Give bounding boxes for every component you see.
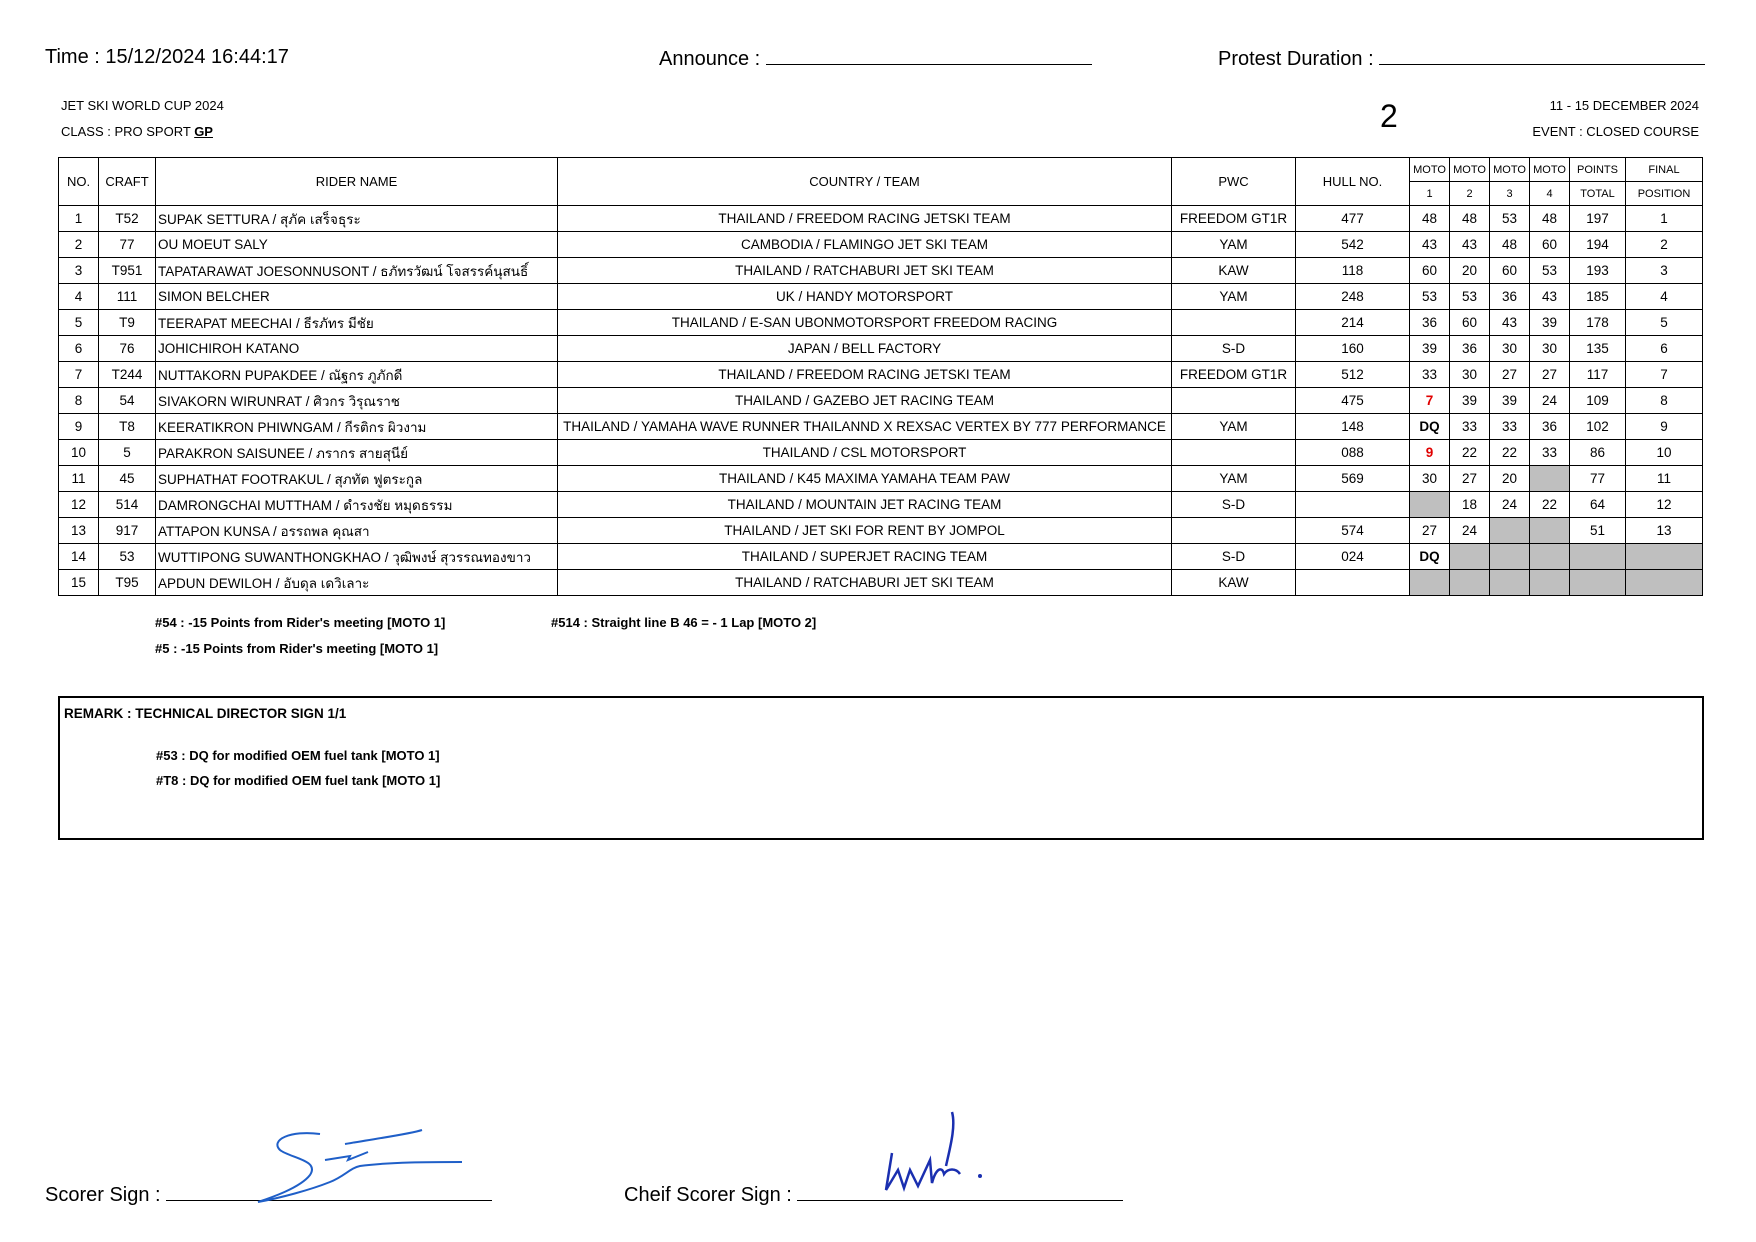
cell-points-total: 109 [1570,388,1626,414]
cell-points-total: 51 [1570,518,1626,544]
cell-pwc: S-D [1172,492,1296,518]
cell-moto-4: 27 [1530,362,1570,388]
cell-pwc [1172,310,1296,336]
cell-rider-name: SUPHATHAT FOOTRAKUL / สุภทัต ฟูตระกูล [156,466,558,492]
table-row [59,492,1703,518]
cell-moto-4: 43 [1530,284,1570,310]
remark-box [58,696,1704,840]
cell-pwc: FREEDOM GT1R [1172,362,1296,388]
cell-moto-4 [1530,544,1570,570]
protest-duration-field [1218,46,1705,71]
cell-points-total: 178 [1570,310,1626,336]
cell-moto-1: 30 [1410,466,1450,492]
cell-final-position: 10 [1626,440,1703,466]
cell-rider-name: NUTTAKORN PUPAKDEE / ณัฐกร ภูภักดี [156,362,558,388]
cell-country-team: THAILAND / SUPERJET RACING TEAM [558,544,1172,570]
cell-final-position: 11 [1626,466,1703,492]
cell-moto-4: 33 [1530,440,1570,466]
cell-no: 1 [59,206,99,232]
cell-moto-2: 30 [1450,362,1490,388]
cell-no: 13 [59,518,99,544]
cell-moto-1: 48 [1410,206,1450,232]
cell-moto-4 [1530,466,1570,492]
cell-final-position: 9 [1626,414,1703,440]
cell-moto-1: 33 [1410,362,1450,388]
cell-pwc [1172,388,1296,414]
cell-country-team: THAILAND / FREEDOM RACING JETSKI TEAM [558,362,1172,388]
header-moto-num-4: 4 [1530,182,1570,206]
cell-final-position: 7 [1626,362,1703,388]
header-moto-3: MOTO [1490,158,1530,182]
cell-no: 9 [59,414,99,440]
cell-no: 12 [59,492,99,518]
table-row [59,388,1703,414]
scorer-sign-label: Scorer Sign : [45,1184,161,1206]
cell-rider-name: APDUN DEWILOH / อับดุล เดวิเลาะ [156,570,558,596]
cell-moto-2: 36 [1450,336,1490,362]
event-type: EVENT : CLOSED COURSE [1532,124,1699,139]
cell-points-total: 185 [1570,284,1626,310]
table-row [59,362,1703,388]
header-craft: CRAFT [99,158,156,206]
cell-moto-4 [1530,570,1570,596]
cell-craft: T52 [99,206,156,232]
cell-craft: 514 [99,492,156,518]
remark-line-2: #T8 : DQ for modified OEM fuel tank [MOTO 1] [156,773,441,788]
results-table [58,157,1703,596]
cell-moto-1: 39 [1410,336,1450,362]
cell-rider-name: DAMRONGCHAI MUTTHAM / ดำรงชัย หมุดธรรม [156,492,558,518]
cell-pwc: S-D [1172,336,1296,362]
header-moto-1: MOTO [1410,158,1450,182]
header-total: TOTAL [1570,182,1626,206]
cell-craft: 54 [99,388,156,414]
protest-duration-blank-line [1379,46,1705,65]
cell-moto-1: 36 [1410,310,1450,336]
cell-moto-4: 24 [1530,388,1570,414]
cell-moto-3: 22 [1490,440,1530,466]
cell-moto-3: 60 [1490,258,1530,284]
cell-rider-name: TEERAPAT MEECHAI / ธีรภัทร มีชัย [156,310,558,336]
cell-rider-name: OU MOEUT SALY [156,232,558,258]
cell-moto-2: 20 [1450,258,1490,284]
cell-no: 5 [59,310,99,336]
event-name: JET SKI WORLD CUP 2024 [61,98,224,113]
cell-moto-2: 53 [1450,284,1490,310]
cell-no: 11 [59,466,99,492]
table-row [59,518,1703,544]
cell-no: 10 [59,440,99,466]
cell-points-total: 135 [1570,336,1626,362]
cell-rider-name: TAPATARAWAT JOESONNUSONT / ธภัทรวัฒน์ โจสรรค์นุสนธิ์ [156,258,558,284]
cell-hull-no: 148 [1296,414,1410,440]
cell-hull-no: 475 [1296,388,1410,414]
cell-hull-no: 024 [1296,544,1410,570]
header-no: NO. [59,158,99,206]
cell-no: 4 [59,284,99,310]
header-moto-num-2: 2 [1450,182,1490,206]
table-row [59,544,1703,570]
event-dates: 11 - 15 DECEMBER 2024 [1549,98,1699,113]
cell-moto-3: 27 [1490,362,1530,388]
chief-scorer-sign-field [624,1182,1123,1207]
cell-points-total: 64 [1570,492,1626,518]
cell-moto-3: 20 [1490,466,1530,492]
cell-no: 14 [59,544,99,570]
cell-points-total: 102 [1570,414,1626,440]
cell-final-position: 4 [1626,284,1703,310]
cell-hull-no: 542 [1296,232,1410,258]
class-prefix: CLASS : PRO SPORT [61,124,191,139]
cell-rider-name: WUTTIPONG SUWANTHONGKHAO / วุฒิพงษ์ สุวรรณทองขาว [156,544,558,570]
cell-points-total: 117 [1570,362,1626,388]
cell-no: 15 [59,570,99,596]
cell-pwc: YAM [1172,284,1296,310]
remark-line-1: #53 : DQ for modified OEM fuel tank [MOTO 1] [156,748,440,763]
cell-moto-4: 53 [1530,258,1570,284]
cell-moto-3: 24 [1490,492,1530,518]
cell-craft: 45 [99,466,156,492]
cell-country-team: THAILAND / MOUNTAIN JET RACING TEAM [558,492,1172,518]
cell-no: 6 [59,336,99,362]
cell-moto-3: 33 [1490,414,1530,440]
table-row [59,284,1703,310]
cell-hull-no [1296,570,1410,596]
cell-hull-no: 569 [1296,466,1410,492]
cell-pwc: KAW [1172,570,1296,596]
cell-final-position: 13 [1626,518,1703,544]
cell-moto-1 [1410,570,1450,596]
cell-pwc: KAW [1172,258,1296,284]
cell-rider-name: PARAKRON SAISUNEE / ภรากร สายสุนีย์ [156,440,558,466]
cell-moto-2: 33 [1450,414,1490,440]
cell-points-total [1570,544,1626,570]
cell-craft: 76 [99,336,156,362]
cell-hull-no: 574 [1296,518,1410,544]
header-rider-name: RIDER NAME [156,158,558,206]
cell-craft: T244 [99,362,156,388]
penalty-note-3: #5 : -15 Points from Rider's meeting [MOTO 1] [155,641,439,656]
cell-moto-2: 27 [1450,466,1490,492]
page-number: 2 [1380,98,1398,134]
results-table-header [59,158,1703,206]
cell-country-team: THAILAND / CSL MOTORSPORT [558,440,1172,466]
cell-final-position: 3 [1626,258,1703,284]
cell-moto-1: 9 [1410,440,1450,466]
cell-points-total: 86 [1570,440,1626,466]
cell-moto-2 [1450,544,1490,570]
announce-label: Announce : [659,48,761,70]
cell-craft: 53 [99,544,156,570]
cell-moto-1: 53 [1410,284,1450,310]
cell-rider-name: SIMON BELCHER [156,284,558,310]
cell-pwc [1172,518,1296,544]
cell-moto-4: 48 [1530,206,1570,232]
header-moto-num-1: 1 [1410,182,1450,206]
cell-pwc: YAM [1172,414,1296,440]
cell-craft: 111 [99,284,156,310]
cell-rider-name: KEERATIKRON PHIWNGAM / กีรติกร ผิวงาม [156,414,558,440]
header-position: POSITION [1626,182,1703,206]
cell-moto-2 [1450,570,1490,596]
cell-moto-3 [1490,518,1530,544]
cell-hull-no: 118 [1296,258,1410,284]
cell-moto-4: 22 [1530,492,1570,518]
header-pwc: PWC [1172,158,1296,206]
cell-final-position [1626,544,1703,570]
cell-country-team: THAILAND / E-SAN UBONMOTORSPORT FREEDOM RACING [558,310,1172,336]
cell-pwc [1172,440,1296,466]
cell-moto-1: 43 [1410,232,1450,258]
cell-final-position: 2 [1626,232,1703,258]
cell-rider-name: ATTAPON KUNSA / อรรถพล คุณสา [156,518,558,544]
cell-moto-2: 48 [1450,206,1490,232]
cell-hull-no: 160 [1296,336,1410,362]
chief-scorer-sign-label: Cheif Scorer Sign : [624,1184,792,1206]
cell-pwc: FREEDOM GT1R [1172,206,1296,232]
cell-moto-4: 36 [1530,414,1570,440]
cell-hull-no: 248 [1296,284,1410,310]
protest-duration-label: Protest Duration : [1218,48,1374,70]
cell-moto-4: 39 [1530,310,1570,336]
cell-rider-name: SIVAKORN WIRUNRAT / ศิวกร วิรุณราช [156,388,558,414]
cell-country-team: THAILAND / JET SKI FOR RENT BY JOMPOL [558,518,1172,544]
time-label: Time : 15/12/2024 16:44:17 [45,46,289,68]
cell-final-position [1626,570,1703,596]
cell-points-total: 197 [1570,206,1626,232]
table-row [59,310,1703,336]
header-moto-2: MOTO [1450,158,1490,182]
cell-hull-no: 477 [1296,206,1410,232]
header-country-team: COUNTRY / TEAM [558,158,1172,206]
cell-moto-2: 60 [1450,310,1490,336]
cell-moto-1: 60 [1410,258,1450,284]
cell-moto-4 [1530,518,1570,544]
cell-pwc: YAM [1172,232,1296,258]
cell-points-total [1570,570,1626,596]
cell-country-team: THAILAND / YAMAHA WAVE RUNNER THAILANND X REXSAC VERTEX BY 777 PERFORMANCE [558,414,1172,440]
cell-final-position: 5 [1626,310,1703,336]
cell-moto-3: 53 [1490,206,1530,232]
cell-moto-2: 22 [1450,440,1490,466]
cell-country-team: JAPAN / BELL FACTORY [558,336,1172,362]
cell-rider-name: JOHICHIROH KATANO [156,336,558,362]
cell-rider-name: SUPAK SETTURA / สุภัค เสร็จธุระ [156,206,558,232]
cell-pwc: S-D [1172,544,1296,570]
cell-moto-2: 24 [1450,518,1490,544]
cell-moto-3: 48 [1490,232,1530,258]
cell-country-team: CAMBODIA / FLAMINGO JET SKI TEAM [558,232,1172,258]
table-row [59,258,1703,284]
announce-blank-line [766,46,1092,65]
cell-hull-no: 088 [1296,440,1410,466]
cell-country-team: THAILAND / RATCHABURI JET SKI TEAM [558,570,1172,596]
event-class [61,124,213,139]
cell-moto-1: 7 [1410,388,1450,414]
cell-moto-1: 27 [1410,518,1450,544]
cell-moto-3: 39 [1490,388,1530,414]
cell-craft: T8 [99,414,156,440]
cell-craft: T9 [99,310,156,336]
cell-moto-3: 30 [1490,336,1530,362]
cell-no: 2 [59,232,99,258]
cell-craft: 77 [99,232,156,258]
cell-final-position: 6 [1626,336,1703,362]
cell-moto-3: 43 [1490,310,1530,336]
penalty-note-1: #54 : -15 Points from Rider's meeting [MOTO 1] [155,615,446,630]
announce-field [659,46,1092,71]
cell-country-team: THAILAND / GAZEBO JET RACING TEAM [558,388,1172,414]
table-row [59,466,1703,492]
table-row [59,570,1703,596]
cell-moto-3 [1490,570,1530,596]
cell-moto-4: 30 [1530,336,1570,362]
cell-points-total: 77 [1570,466,1626,492]
cell-hull-no: 512 [1296,362,1410,388]
header-hull-no: HULL NO. [1296,158,1410,206]
table-row [59,206,1703,232]
header-moto-4: MOTO [1530,158,1570,182]
cell-no: 3 [59,258,99,284]
cell-points-total: 193 [1570,258,1626,284]
cell-final-position: 8 [1626,388,1703,414]
cell-craft: T95 [99,570,156,596]
header-moto-num-3: 3 [1490,182,1530,206]
cell-pwc: YAM [1172,466,1296,492]
cell-moto-2: 43 [1450,232,1490,258]
cell-country-team: THAILAND / FREEDOM RACING JETSKI TEAM [558,206,1172,232]
header-final: FINAL [1626,158,1703,182]
cell-craft: 5 [99,440,156,466]
cell-hull-no [1296,492,1410,518]
header-points: POINTS [1570,158,1626,182]
cell-no: 7 [59,362,99,388]
cell-final-position: 12 [1626,492,1703,518]
chief-scorer-signature [880,1108,1000,1198]
cell-moto-1: DQ [1410,544,1450,570]
table-row [59,414,1703,440]
class-suffix: GP [194,124,213,139]
cell-points-total: 194 [1570,232,1626,258]
cell-moto-1 [1410,492,1450,518]
cell-moto-3 [1490,544,1530,570]
cell-hull-no: 214 [1296,310,1410,336]
table-row [59,440,1703,466]
table-row [59,232,1703,258]
cell-craft: 917 [99,518,156,544]
scorer-signature [250,1120,470,1210]
remark-title: REMARK : TECHNICAL DIRECTOR SIGN 1/1 [64,706,347,721]
cell-craft: T951 [99,258,156,284]
cell-country-team: THAILAND / K45 MAXIMA YAMAHA TEAM PAW [558,466,1172,492]
cell-final-position: 1 [1626,206,1703,232]
penalty-note-2: #514 : Straight line B 46 = - 1 Lap [MOTO 2] [551,615,817,630]
cell-moto-4: 60 [1530,232,1570,258]
cell-moto-2: 39 [1450,388,1490,414]
cell-country-team: UK / HANDY MOTORSPORT [558,284,1172,310]
cell-moto-3: 36 [1490,284,1530,310]
cell-moto-2: 18 [1450,492,1490,518]
cell-moto-1: DQ [1410,414,1450,440]
table-row [59,336,1703,362]
cell-no: 8 [59,388,99,414]
cell-country-team: THAILAND / RATCHABURI JET SKI TEAM [558,258,1172,284]
results-table-body [59,206,1703,596]
